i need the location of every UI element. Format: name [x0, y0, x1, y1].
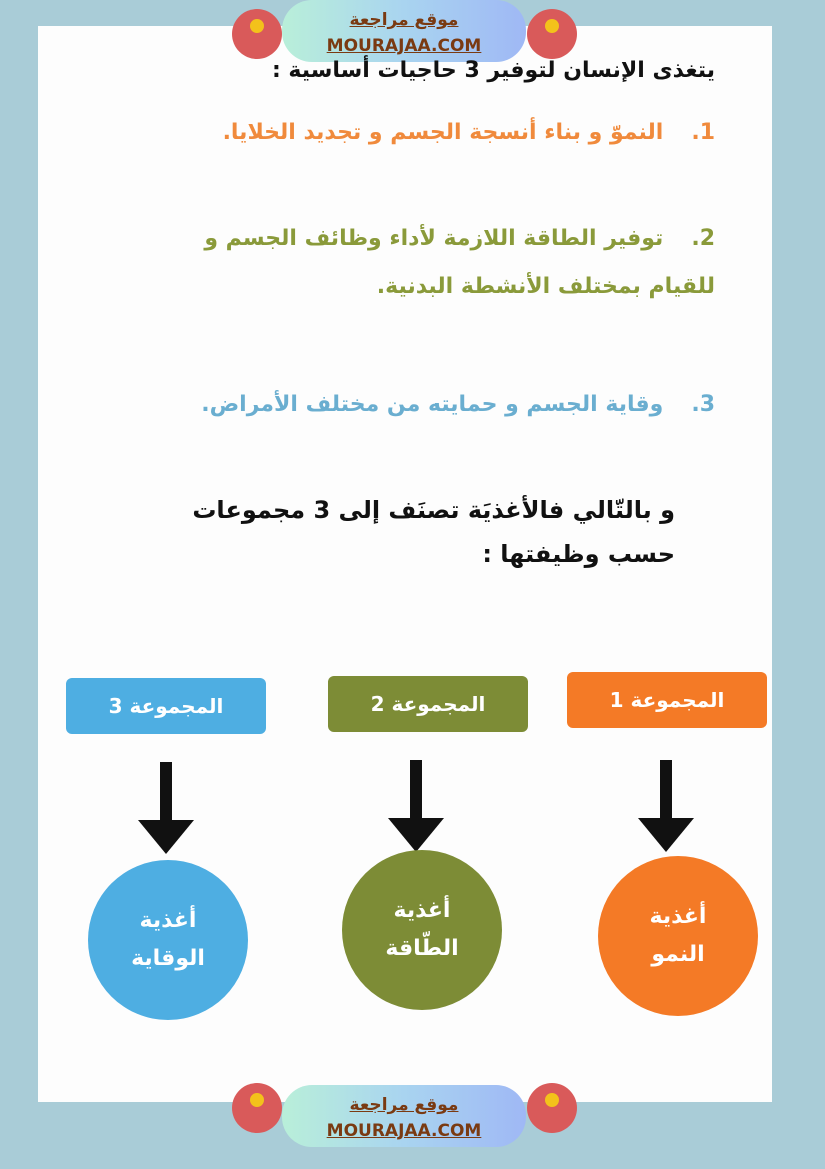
site-banner-bottom[interactable]	[282, 1085, 526, 1147]
arrow-down-icon	[160, 762, 172, 824]
intro-text: يتغذى الإنسان لتوفير 3 حاجيات أساسية :	[271, 58, 715, 83]
arrow-down-icon	[660, 760, 672, 822]
logo-icon	[527, 1083, 577, 1133]
banner-arabic: موقع مراجعة	[349, 1095, 459, 1115]
banner-arabic: موقع مراجعة	[349, 10, 459, 30]
conclusion-text: و بالتّالي فالأغذيَة تصنَف إلى 3 مجموعات حسب وظيفتها :	[192, 496, 675, 568]
logo-icon	[232, 1083, 282, 1133]
energy-foods-circle: أغذية الطّاقة	[342, 850, 502, 1010]
arrow-down-icon	[410, 760, 422, 822]
need-1: 1.النموّ و بناء أنسجة الجسم و تجديد الخلايا.	[222, 120, 715, 145]
group-3-box: المجموعة 3	[66, 678, 266, 734]
banner-url: MOURAJAA.COM	[326, 1121, 482, 1141]
logo-icon	[527, 9, 577, 59]
need-2: 2.توفير الطاقة اللازمة لأداء وظائف الجسم و للقيام بمختلف الأنشطة البدنية.	[204, 226, 715, 299]
need-3: 3.وقاية الجسم و حمايته من مختلف الأمراض.	[201, 392, 715, 417]
group-1-box: المجموعة 1	[567, 672, 767, 728]
protection-foods-circle: أغذية الوقاية	[88, 860, 248, 1020]
site-banner-top[interactable]	[282, 0, 526, 62]
growth-foods-circle: أغذية النمو	[598, 856, 758, 1016]
group-2-box: المجموعة 2	[328, 676, 528, 732]
banner-url: MOURAJAA.COM	[326, 36, 482, 56]
logo-icon	[232, 9, 282, 59]
